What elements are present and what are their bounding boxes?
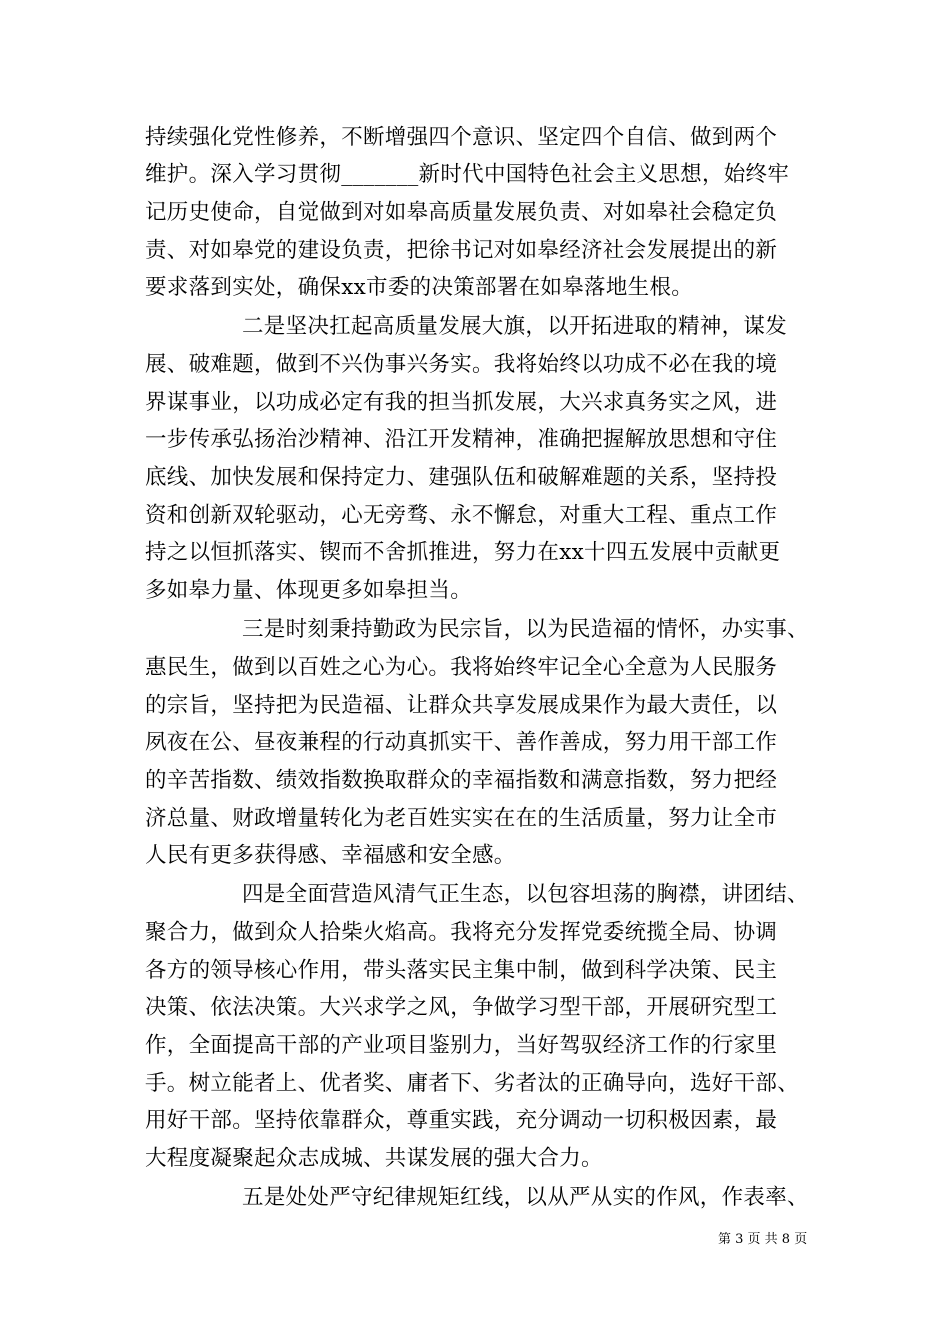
paragraph-start-line: 四是全面营造风清气正生态，以包容坦荡的胸襟，讲团结、 [242, 882, 809, 907]
text-line: 界谋事业，以功成必定有我的担当抓发展，大兴求真务实之风，进 [145, 390, 778, 415]
text-line: 的辛苦指数、绩效指数换取群众的幸福指数和满意指数，努力把经 [145, 768, 778, 793]
text-line: 底线、加快发展和保持定力、建强队伍和破解难题的关系，坚持投 [145, 465, 778, 490]
text-line: 责、对如皋党的建设负责，把徐书记对如皋经济社会发展提出的新 [145, 238, 778, 263]
text-line: 持续强化党性修养，不断增强四个意识、坚定四个自信、做到两个 [145, 125, 778, 150]
text-line: 手。树立能者上、优者奖、庸者下、劣者汰的正确导向，选好干部、 [145, 1071, 800, 1096]
text-line: 记历史使命，自觉做到对如皋高质量发展负责、对如皋社会稳定负 [145, 200, 778, 225]
text-line: 一步传承弘扬治沙精神、沿江开发精神，准确把握解放思想和守住 [145, 427, 778, 452]
text-line: 人民有更多获得感、幸福感和安全感。 [145, 843, 516, 868]
text-line: 夙夜在公、昼夜兼程的行动真抓实干、善作善成，努力用干部工作 [145, 730, 778, 755]
text-line: 要求落到实处，确保xx市委的决策部署在如皋落地生根。 [145, 275, 694, 300]
text-line: 作，全面提高干部的产业项目鉴别力，当好驾驭经济工作的行家里 [145, 1033, 778, 1058]
paragraph-start-line: 五是处处严守纪律规矩红线，以从严从实的作风，作表率、 [242, 1185, 809, 1210]
text-line: 聚合力，做到众人拾柴火焰高。我将充分发挥党委统揽全局、协调 [145, 920, 778, 945]
text-line: 维护。深入学习贯彻_______新时代中国特色社会主义思想，始终牢 [145, 162, 790, 187]
paragraph-start-line: 二是坚决扛起高质量发展大旗，以开拓进取的精神，谋发 [242, 314, 788, 339]
text-line: 资和创新双轮驱动，心无旁骛、永不懈怠，对重大工程、重点工作 [145, 503, 778, 528]
page-number: 第 3 页 共 8 页 [718, 1232, 808, 1247]
text-line: 用好干部。坚持依靠群众，尊重实践，充分调动一切积极因素，最 [145, 1108, 778, 1133]
text-line: 各方的领导核心作用，带头落实民主集中制，做到科学决策、民主 [145, 958, 778, 983]
text-line: 济总量、财政增量转化为老百姓实实在在的生活质量，努力让全市 [145, 806, 778, 831]
text-line: 大程度凝聚起众志成城、共谋发展的强大合力。 [145, 1146, 603, 1171]
text-line: 展、破难题，做到不兴伪事兴务实。我将始终以功成不必在我的境 [145, 352, 778, 377]
text-line: 的宗旨，坚持把为民造福、让群众共享发展成果作为最大责任，以 [145, 693, 778, 718]
text-line: 持之以恒抓落实、锲而不舍抓推进，努力在xx十四五发展中贡献更 [145, 540, 781, 565]
paragraph-start-line: 三是时刻秉持勤政为民宗旨，以为民造福的情怀，办实事、 [242, 617, 809, 642]
text-line: 惠民生，做到以百姓之心为心。我将始终牢记全心全意为人民服务 [145, 655, 778, 680]
text-line: 决策、依法决策。大兴求学之风，争做学习型干部，开展研究型工 [145, 995, 778, 1020]
text-line: 多如皋力量、体现更多如皋担当。 [145, 578, 473, 603]
